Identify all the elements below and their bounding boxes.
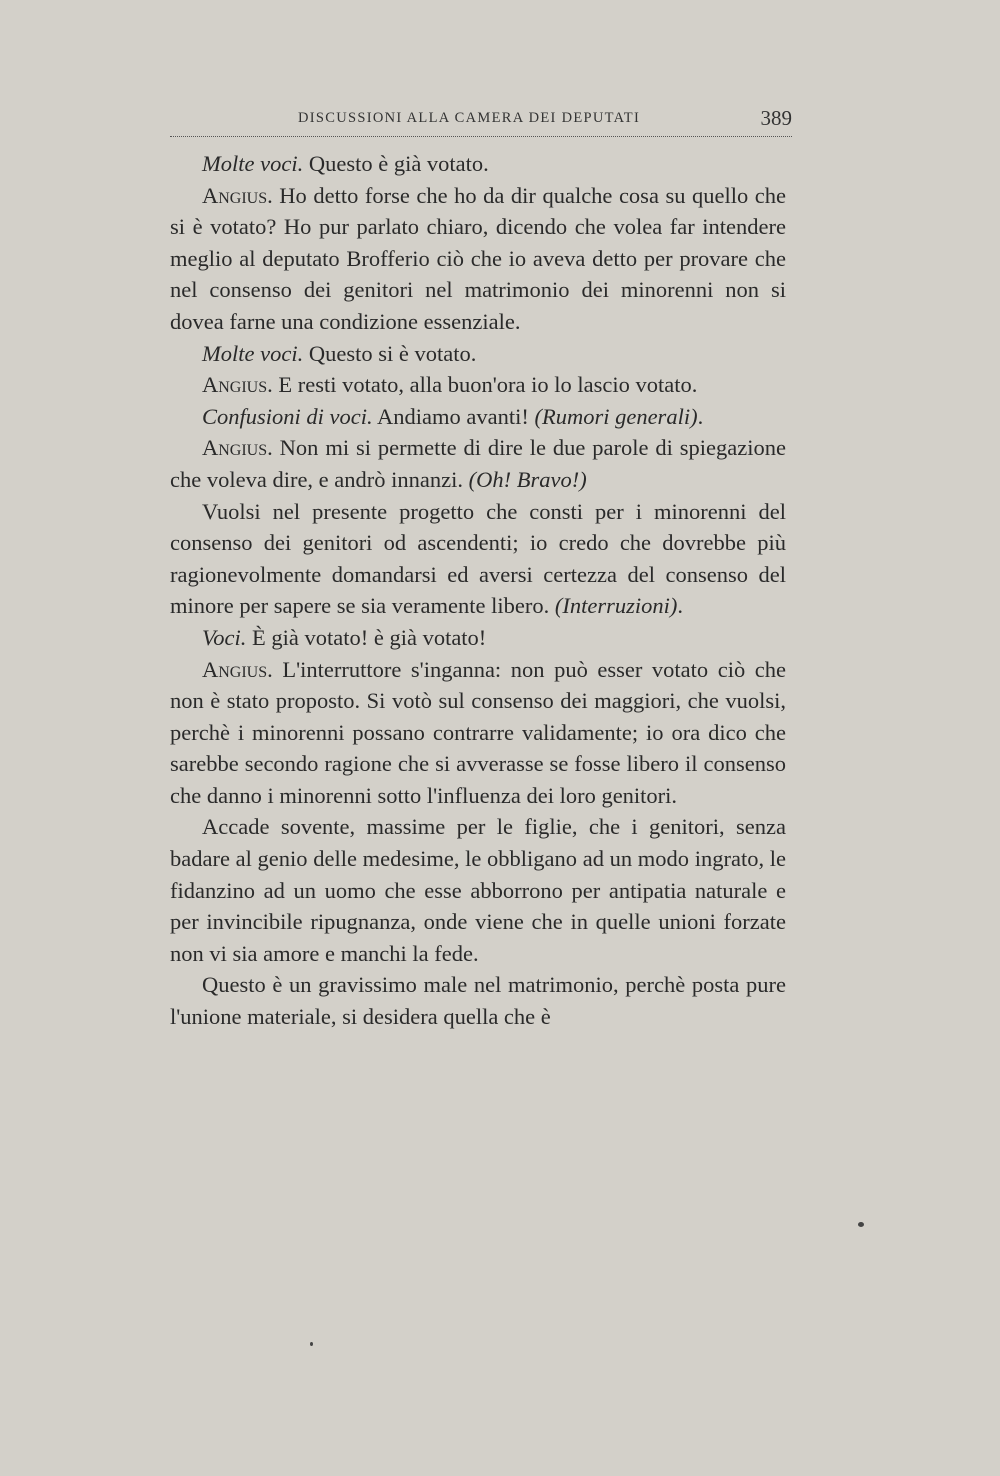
stage-direction: (Oh! Bravo!) (468, 466, 587, 492)
running-title: DISCUSSIONI ALLA CAMERA DEI DEPUTATI (298, 110, 641, 126)
ink-speck (858, 1222, 864, 1227)
speech-text: È già votato! è già votato! (246, 624, 487, 650)
speaker-label: Molte voci. (202, 151, 304, 176)
running-header (170, 106, 792, 137)
paragraph-11 (170, 969, 786, 1032)
ink-speck (310, 1342, 313, 1346)
body-text (170, 148, 786, 1033)
speech-text: Accade sovente, massime per le figlie, che i genitori, senza badare al genio delle medesime, le obbligano ad un modo ingrato, le fidanzino ad un uomo che esse abborrono per antipatia naturale e per invincibile ripugnanza, onde viene che in quelle unioni forzate non vi sia amore e manchi la fede. (170, 814, 786, 966)
stage-direction: (Interruzioni) (554, 593, 678, 619)
paragraph-3 (170, 338, 786, 370)
speech-text: Vuolsi nel presente progetto che consti per i minorenni del consenso dei genitori od ascendenti; io credo che dovrebbe più ragionevolmente domandarsi ed aversi certezza del consenso del minore per sapere se sia veramente libero. (170, 498, 786, 619)
paragraph-9 (170, 654, 786, 812)
speech-text: E resti votato, alla buon'ora io lo lascio votato. (272, 372, 698, 398)
sentence-end: . (677, 593, 683, 619)
stage-direction: (Rumori generali) (534, 403, 698, 429)
paragraph-2 (170, 180, 786, 338)
speech-text: Questo si è votato. (303, 340, 477, 366)
page-number: 389 (760, 106, 792, 130)
speaker-label: Angius. (202, 182, 273, 208)
paragraph-7 (170, 496, 786, 622)
sentence-end: . (697, 403, 704, 429)
paragraph-10 (170, 811, 786, 969)
speaker-label: Voci. (202, 624, 247, 650)
paragraph-1 (170, 148, 786, 180)
speaker-label: Angius. (202, 656, 273, 682)
speech-text: Andiamo avanti! (372, 403, 535, 429)
paragraph-8 (170, 622, 786, 654)
speech-text: Questo è un gravissimo male nel matrimonio, perchè posta pure l'unione materiale, si desidera quella che è (170, 972, 786, 1030)
paragraph-4 (170, 369, 786, 401)
speech-text: Questo è già votato. (303, 151, 489, 176)
speech-text: L'interruttore s'inganna: non può esser votato ciò che non è stato proposto. Si votò sul consenso dei maggiori, che vuolsi, perchè i minorenni possano contrarre validamente; io ora dico che sarebbe secondo ragione che si avverasse se fosse libero il consenso che danno i minorenni sotto l'influenza dei loro genitori. (170, 656, 786, 808)
speaker-label: Angius. (202, 435, 273, 461)
speaker-label: Confusioni di voci. (202, 403, 373, 429)
paragraph-5 (170, 401, 786, 433)
speaker-label: Molte voci. (202, 340, 304, 366)
speech-text: Ho detto forse che ho da dir qualche cosa su quello che si è votato? Ho pur parlato chiaro, dicendo che volea far intendere meglio al deputato Brofferio ciò che io aveva detto per provare che nel consenso dei genitori nel matrimonio dei minorenni non si dovea farne una condizione essenziale. (170, 182, 786, 334)
speech-text: Non mi si permette di dire le due parole di spiegazione che voleva dire, e andrò innanzi. (170, 435, 786, 492)
paragraph-6 (170, 432, 786, 495)
speaker-label: Angius. (202, 372, 273, 398)
